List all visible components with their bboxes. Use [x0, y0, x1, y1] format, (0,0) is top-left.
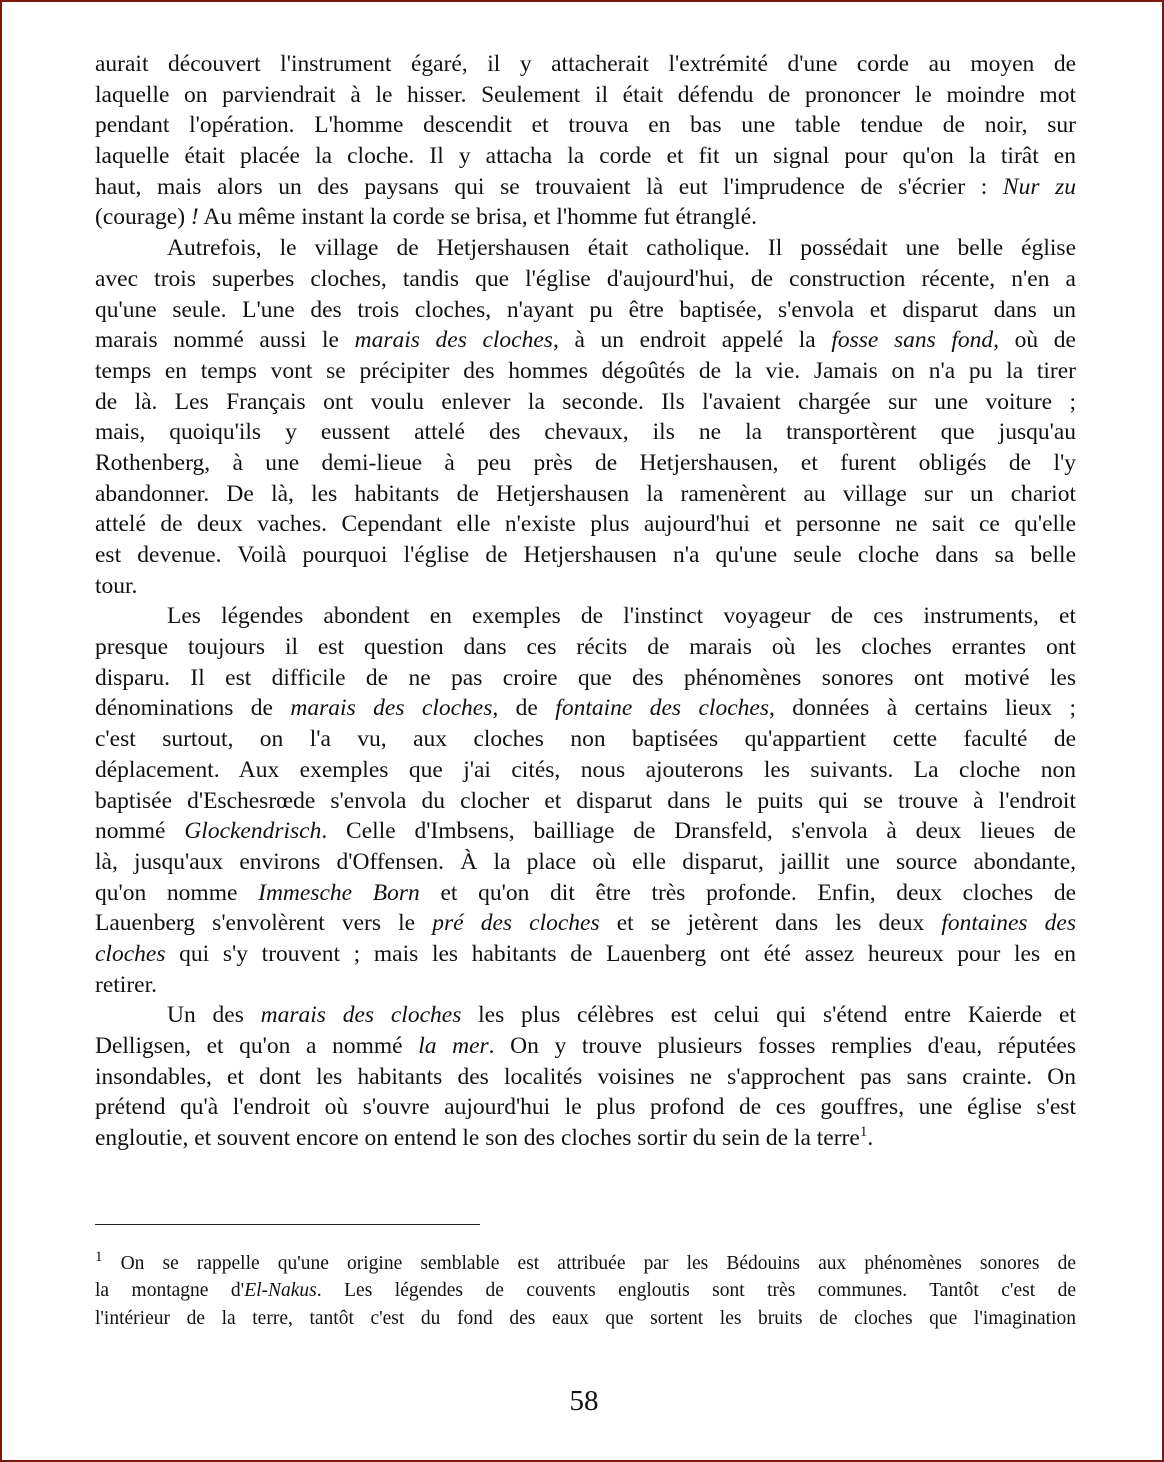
- text-line: [95, 663, 1076, 694]
- footnote: [95, 1250, 1076, 1332]
- text-run: Autrefois, le village de Hetjershausen était catholique. Il possédait une belle église: [167, 235, 1076, 262]
- text-run: est devenue. Voilà pourquoi l'église de Hetjershausen n'a qu'une seule cloche dans sa belle: [95, 542, 1076, 568]
- body-text: [95, 49, 1076, 1154]
- text-line: [95, 878, 1076, 909]
- text-line: [95, 264, 1076, 295]
- italic-text: Glockendrisch: [184, 818, 322, 845]
- footnote-line: [95, 1277, 1076, 1304]
- text-run: , à un endroit appelé la: [552, 327, 832, 354]
- text-run: nommé: [95, 818, 185, 845]
- text-line: [95, 601, 1076, 632]
- text-line: [95, 755, 1076, 786]
- paragraph: [95, 601, 1076, 1000]
- text-run: disparu. Il est difficile de ne pas croire que des phénomènes sonores ont motivé les: [95, 664, 1076, 691]
- text-run: l'intérieur de la terre, tantôt c'est du fond des eaux que sortent les bruits de cloches que l'imagination: [95, 1307, 1076, 1329]
- text-run: tour.: [95, 572, 138, 599]
- text-run: . On y trouve plusieurs fosses remplies d'eau, réputées: [488, 1033, 1076, 1059]
- text-line: [95, 939, 1076, 970]
- text-run: Au même instant la corde se brisa, et l'homme fut étranglé.: [198, 204, 758, 231]
- text-line: [95, 141, 1076, 172]
- italic-text: fontaine des cloches: [555, 695, 769, 722]
- text-run: . Celle d'Imbsens, bailliage de Dransfeld, s'envola à deux lieues de: [321, 818, 1076, 845]
- text-line: [95, 417, 1076, 448]
- paragraph: [95, 49, 1076, 233]
- text-run: insondables, et dont les habitants des localités voisines ne s'approchent pas sans crainte. On: [95, 1063, 1076, 1090]
- text-line: [95, 786, 1076, 817]
- text-run: . Les légendes de couvents engloutis sont très communes. Tantôt c'est de: [316, 1280, 1076, 1302]
- text-run: , de: [492, 695, 556, 722]
- page-number: 58: [569, 1385, 599, 1417]
- text-run: déplacement. Aux exemples que j'ai cités, nous ajouterons les suivants. La cloche non: [95, 756, 1076, 783]
- text-line: [95, 908, 1076, 939]
- italic-text: Immesche Born: [258, 879, 420, 906]
- paragraph: [95, 1000, 1076, 1153]
- text-run: avec trois superbes cloches, tandis que l'église d'aujourd'hui, de construction récente, n'en a: [95, 265, 1076, 292]
- text-line: [95, 1031, 1076, 1062]
- text-run: (courage): [95, 204, 191, 231]
- text-run: engloutie, et souvent encore on entend le son des cloches sortir du sein de la terre: [95, 1125, 860, 1152]
- text-run: laquelle était placée la cloche. Il y attacha la corde et fit un signal pour qu'on la tirât en: [95, 143, 1076, 170]
- text-run: , où de: [993, 327, 1076, 354]
- footnote-marker: 1: [95, 1249, 103, 1265]
- footnote-marker: 1: [859, 1124, 868, 1141]
- text-run: marais nommé aussi le: [95, 327, 355, 354]
- text-run: et se jetèrent dans les deux: [599, 910, 942, 937]
- text-line: [95, 233, 1076, 264]
- text-run: qu'on nomme: [95, 879, 259, 906]
- text-line: [95, 1000, 1076, 1031]
- text-run: Lauenberg s'envolèrent vers le: [95, 910, 433, 937]
- italic-text: marais des cloches: [290, 695, 493, 722]
- text-line: [95, 448, 1076, 479]
- text-run: .: [867, 1125, 874, 1152]
- text-run: Les légendes abondent en exemples de l'instinct voyageur de ces instruments, et: [167, 603, 1076, 630]
- text-line: [95, 632, 1076, 663]
- text-line: [95, 325, 1076, 356]
- text-line: [95, 49, 1076, 80]
- italic-text: fontaines des: [941, 910, 1076, 937]
- text-run: mais, quoiqu'ils y eussent attelé des chevaux, ils ne la transportèrent que jusqu'au: [95, 419, 1076, 446]
- text-line: [95, 816, 1076, 847]
- text-run: laquelle on parviendrait à le hisser. Seulement il était défendu de prononcer le moindre mot: [95, 81, 1076, 108]
- text-line: [95, 80, 1076, 111]
- text-line: [95, 1062, 1076, 1093]
- footnote-separator: [95, 1224, 480, 1225]
- text-run: attelé de deux vaches. Cependant elle n'existe plus aujourd'hui et personne ne sait ce qu'elle: [95, 511, 1076, 538]
- text-run: là, jusqu'aux environs d'Offensen. À la place où elle disparut, jaillit une source abondante,: [95, 848, 1076, 875]
- text-line: [95, 110, 1076, 141]
- footnote-line: [95, 1305, 1076, 1332]
- footnote-line: [95, 1250, 1076, 1277]
- text-run: qui s'y trouvent ; mais les habitants de Lauenberg ont été assez heureux pour les en: [165, 940, 1076, 967]
- text-line: [95, 1092, 1076, 1123]
- italic-text: pré des cloches: [432, 910, 600, 937]
- text-run: On se rappelle qu'une origine semblable est attribuée par les Bédouins aux phénomènes sonores de: [102, 1253, 1076, 1274]
- text-run: prétend qu'à l'endroit où s'ouvre aujourd'hui le plus profond de ces gouffres, une église s'est: [95, 1094, 1076, 1121]
- text-line: [95, 295, 1076, 326]
- italic-text: cloches: [95, 940, 166, 967]
- text-line: [95, 387, 1076, 418]
- text-run: pendant l'opération. L'homme descendit et trouva en bas une table tendue de noir, sur: [95, 112, 1076, 139]
- text-line: [95, 509, 1076, 540]
- text-line: [95, 202, 1076, 233]
- text-line: [95, 172, 1076, 203]
- text-run: temps en temps vont se précipiter des hommes dégoûtés de la vie. Jamais on n'a pu la tirer: [95, 357, 1076, 384]
- text-line: [95, 847, 1076, 878]
- text-run: et qu'on dit être très profonde. Enfin, deux cloches de: [419, 879, 1076, 906]
- text-run: baptisée d'Eschesrœde s'envola du clocher et disparut dans le puits qui se trouve à l'endroit: [95, 787, 1076, 814]
- text-run: retirer.: [95, 971, 157, 998]
- text-run: haut, mais alors un des paysans qui se trouvaient là eut l'imprudence de s'écrier :: [95, 173, 1003, 200]
- italic-text: marais des cloches: [260, 1002, 462, 1029]
- italic-text: marais des cloches: [354, 327, 553, 354]
- text-line: [95, 693, 1076, 724]
- text-run: de là. Les Français ont voulu enlever la seconde. Ils l'avaient chargée sur une voiture ;: [95, 388, 1076, 415]
- paragraph: [95, 233, 1076, 601]
- italic-text: fosse sans fond: [831, 327, 994, 354]
- text-run: Delligsen, et qu'on a nommé: [95, 1033, 419, 1059]
- text-line: [95, 1123, 1076, 1154]
- text-run: dénominations de: [95, 695, 291, 722]
- italic-text: la mer: [418, 1033, 489, 1059]
- text-run: c'est surtout, on l'a vu, aux cloches non baptisées qu'appartient cette faculté de: [95, 726, 1076, 753]
- text-run: , données à certains lieux ;: [768, 695, 1077, 722]
- text-run: abandonner. De là, les habitants de Hetjershausen la ramenèrent au village sur un chariot: [95, 480, 1076, 507]
- text-line: [95, 540, 1076, 571]
- italic-text: Nur zu: [1002, 173, 1077, 200]
- text-run: Un des: [167, 1002, 261, 1029]
- text-run: presque toujours il est question dans ces récits de marais où les cloches errantes ont: [95, 634, 1076, 661]
- text-line: [95, 356, 1076, 387]
- italic-text: !: [190, 204, 199, 231]
- text-run: aurait découvert l'instrument égaré, il y attacherait l'extrémité d'une corde au moyen de: [95, 51, 1076, 77]
- text-line: [95, 970, 1076, 1001]
- text-line: [95, 479, 1076, 510]
- text-run: Rothenberg, à une demi-lieue à peu près de Hetjershausen, et furent obligés de l'y: [95, 449, 1076, 476]
- italic-text: El-Nakus: [244, 1280, 317, 1302]
- text-line: [95, 724, 1076, 755]
- text-run: la montagne d': [95, 1280, 245, 1302]
- text-run: les plus célèbres est celui qui s'étend entre Kaierde et: [461, 1002, 1076, 1029]
- text-run: qu'une seule. L'une des trois cloches, n'ayant pu être baptisée, s'envola et disparut dans un: [95, 296, 1076, 323]
- text-line: [95, 571, 1076, 602]
